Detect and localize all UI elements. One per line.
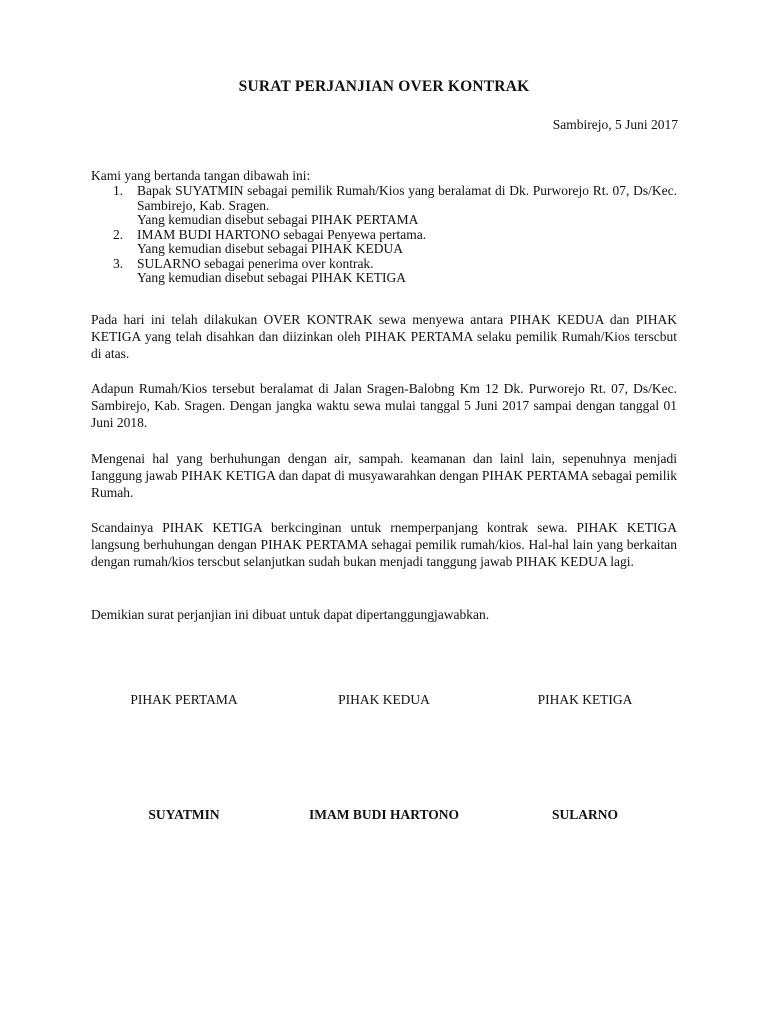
name-imam-budi-hartono: IMAM BUDI HARTONO <box>308 807 460 822</box>
party-designation: Yang kemudian disebut sebagai PIHAK KETIGA <box>137 270 406 285</box>
name-sularno: SULARNO <box>551 807 618 822</box>
list-number: 3. <box>113 255 124 271</box>
party-designation: Yang kemudian disebut sebagai PIHAK KEDUA <box>137 241 403 256</box>
role-pihak-kedua: PIHAK KEDUA <box>338 692 430 707</box>
paragraph-extension: Scandainya PIHAK KETIGA berkcinginan untuk rnemperpanjang kontrak sewa. PIHAK KETIGA langsung berhuhungan dengan PIHAK PERTAMA sehagai pemilik rumah/kios. Hal-hal lain yang berkaitan dengan rumah/kios terscbut selanjutkan sudah bukan menjadi tanggung jawab PIHAK KEDUA lagi. <box>91 520 677 569</box>
name-suyatmin: SUYATMIN <box>148 807 220 822</box>
party-description: Bapak SUYATMIN sebagai pemilik Rumah/Kios yang beralamat di Dk. Purworejo Rt. 07, Ds/Kec. Sambirejo, Kab. Sragen. <box>137 183 677 213</box>
intro-text: Kami yang bertanda tangan dibawah ini: <box>91 168 311 183</box>
paragraph-address-term: Adapun Rumah/Kios tersebut beralamat di Jalan Sragen-Balobng Km 12 Dk. Purworejo Rt. 07, Ds/Kec. Sambirejo, Kab. Sragen. Dengan jangka waktu sewa mulai tanggal 5 Juni 2017 sampai dengan tanggal 01 Juni 2018. <box>91 381 677 430</box>
role-pihak-pertama: PIHAK PERTAMA <box>130 692 238 707</box>
paragraph-over-kontrak: Pada hari ini telah dilakukan OVER KONTRAK sewa menyewa antara PIHAK KEDUA dan PIHAK KETIGA yang telah disahkan dan diizinkan oleh PIHAK PERTAMA selaku pemilik Rumah/Kios terscbut di atas. <box>91 312 677 361</box>
party-designation: Yang kemudian disebut sebagai PIHAK PERTAMA <box>137 212 419 227</box>
parties-list <box>91 184 677 286</box>
role-pihak-ketiga: PIHAK KETIGA <box>537 692 633 707</box>
list-item <box>91 257 677 286</box>
list-number: 2. <box>113 226 124 242</box>
list-number: 1. <box>113 183 124 198</box>
place-date: Sambirejo, 5 Juni 2017 <box>552 117 678 132</box>
party-description: SULARNO sebagai penerima over kontrak. <box>137 255 374 271</box>
paragraph-closing: Demikian surat perjanjian ini dibuat untuk dapat dipertanggungjawabkan. <box>91 607 490 622</box>
party-description: IMAM BUDI HARTONO sebagai Penyewa pertama. <box>137 226 427 242</box>
list-item <box>91 228 677 257</box>
list-item <box>91 184 677 228</box>
document-title: SURAT PERJANJIAN OVER KONTRAK <box>238 78 530 95</box>
paragraph-responsibilities: Mengenai hal yang berhuhungan dengan air, sampah. keamanan dan lainl lain, sepenuhnya menjadi Ianggung jawab PIHAK KETIGA dan dapat di musyawarahkan dengan PIHAK PERTAMA sebagai pemilik Rumah. <box>91 451 677 500</box>
